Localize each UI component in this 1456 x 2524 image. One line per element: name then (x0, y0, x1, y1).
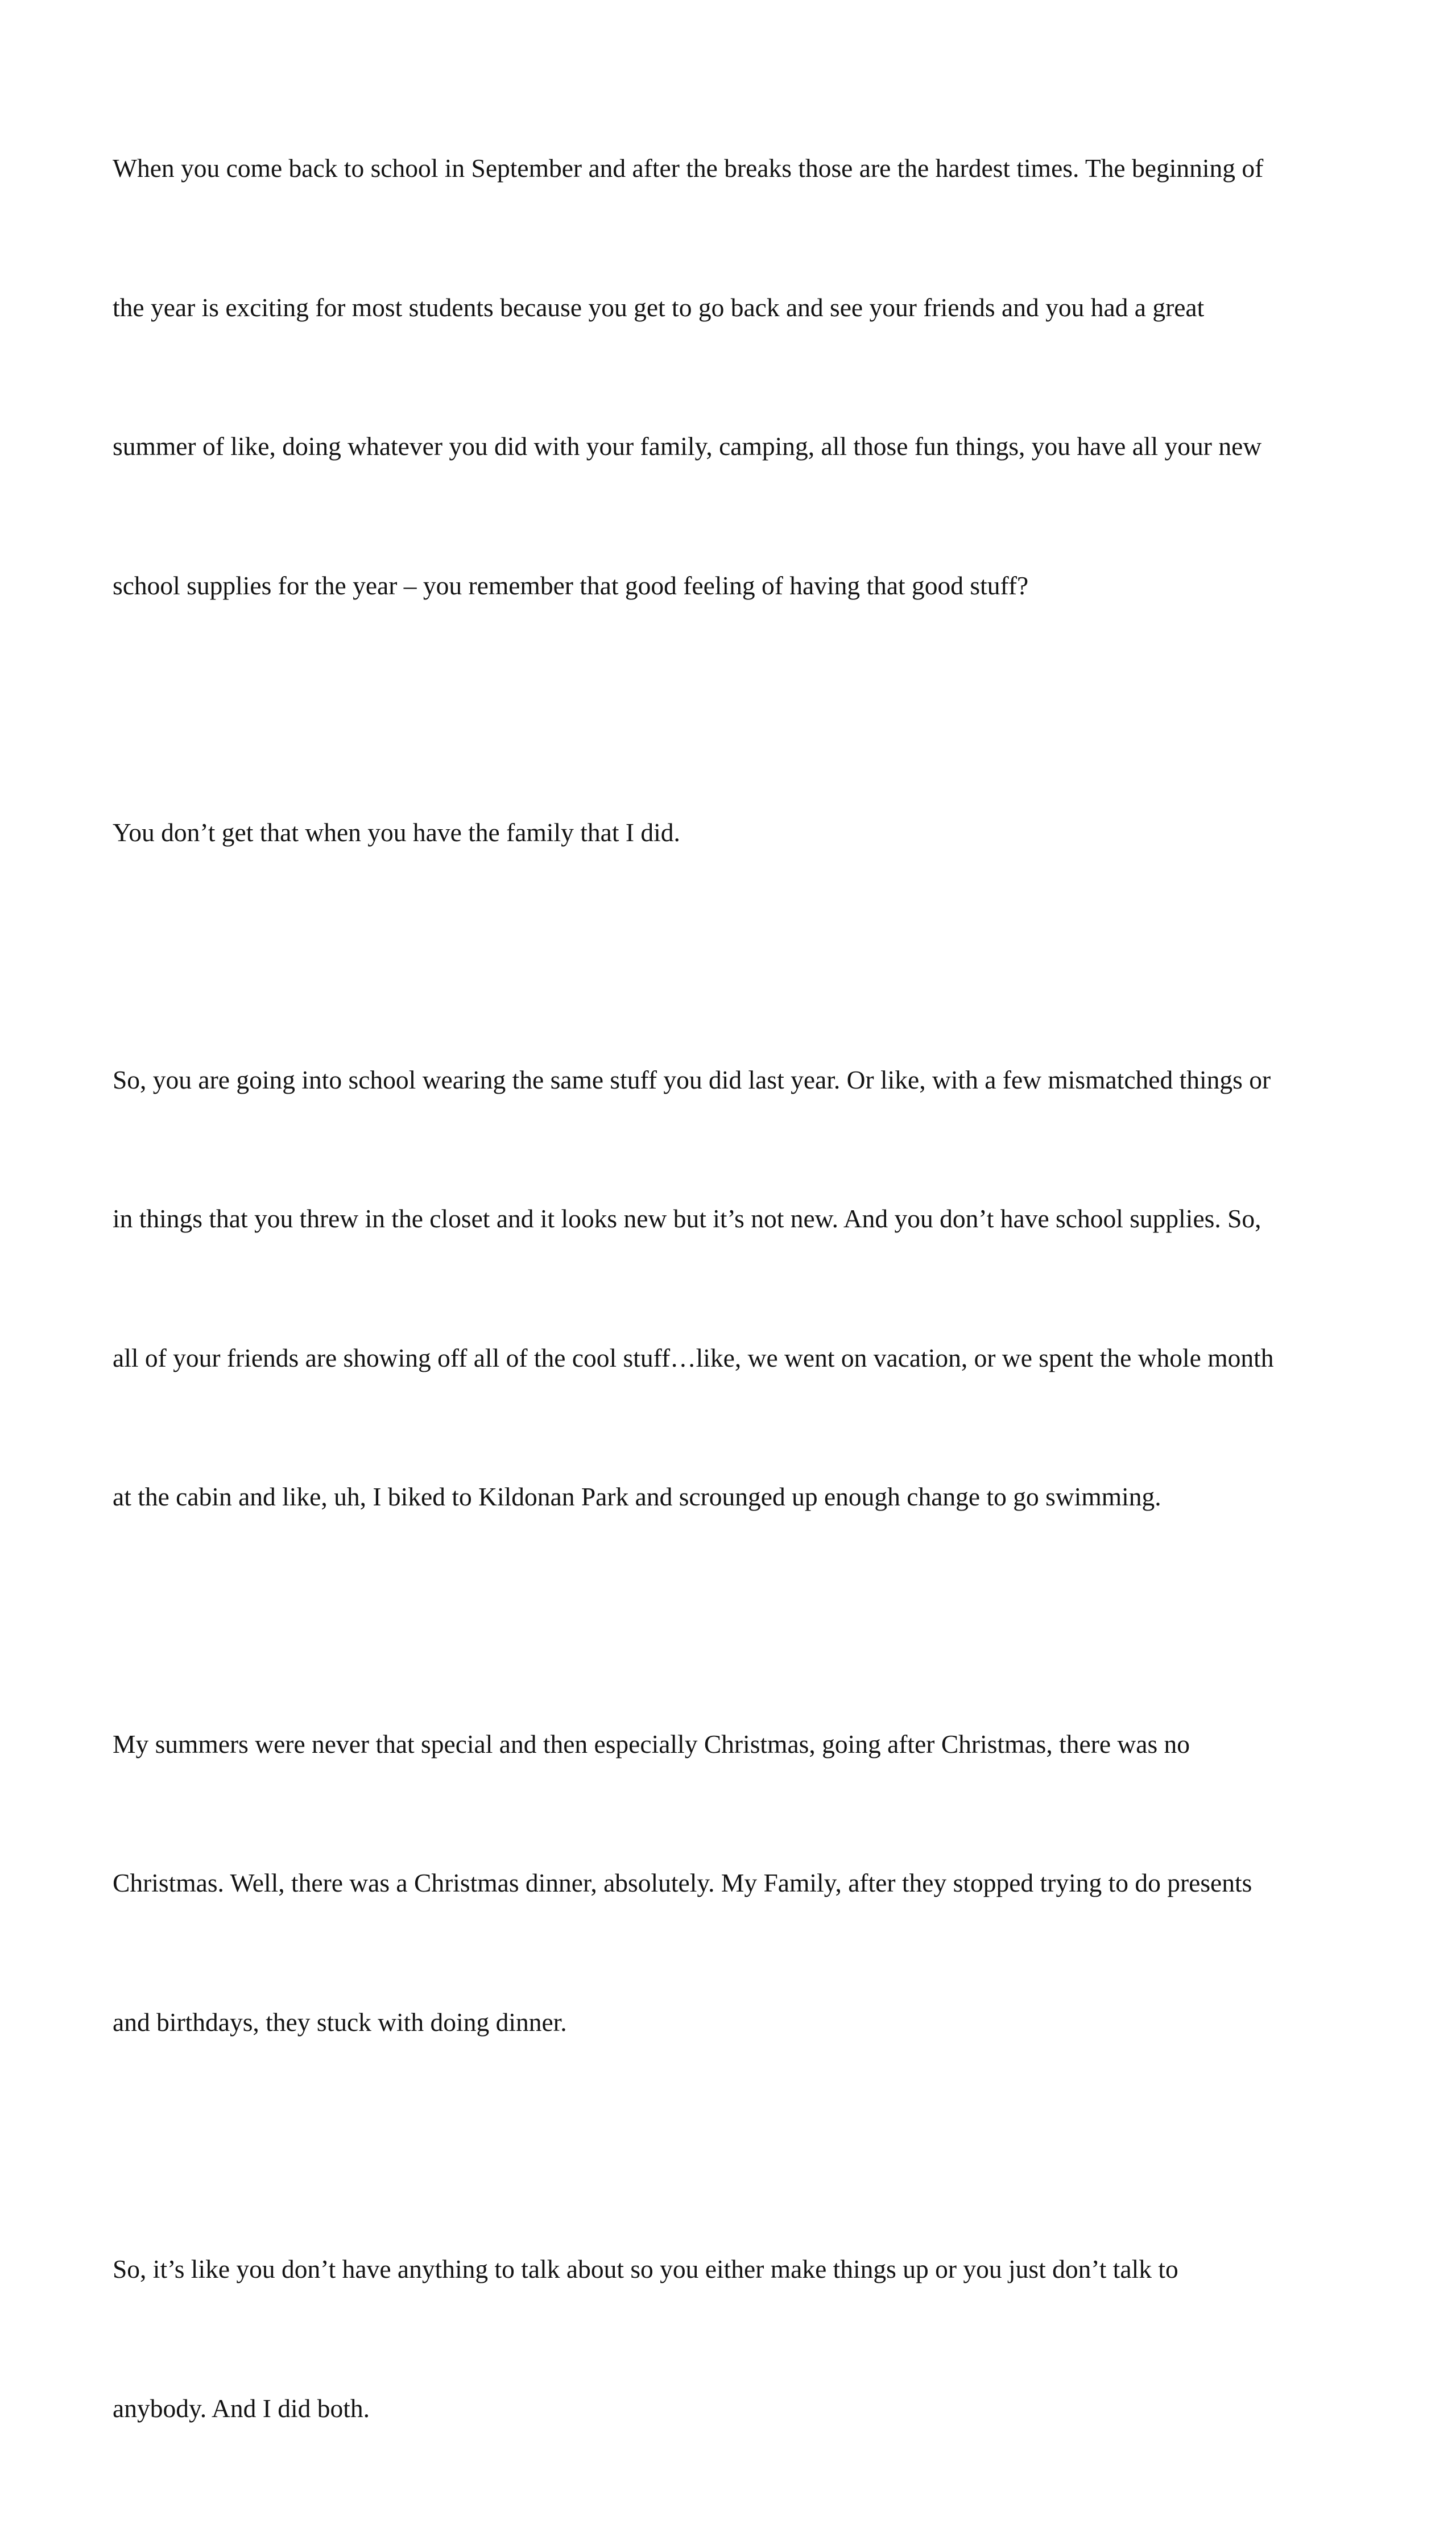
paragraph-line: My summers were never that special and then especially Christmas, going after Christmas, there was no (113, 1729, 1190, 1758)
document-body (113, 52, 1375, 2524)
paragraph-5 (113, 2153, 1375, 2524)
paragraph-line: You don’t get that when you have the family that I did. (113, 818, 680, 847)
paragraph-line: Christmas. Well, there was a Christmas dinner, absolutely. My Family, after they stopped trying to do presents (113, 1868, 1252, 1897)
paragraph-4 (113, 1628, 1375, 2138)
paragraph-line: in things that you threw in the closet and it looks new but it’s not new. And you don’t have school supplies. So, (113, 1204, 1261, 1233)
paragraph-2 (113, 717, 1375, 949)
paragraph-line: school supplies for the year – you remember that good feeling of having that good stuff? (113, 570, 1029, 600)
paragraph-line: the year is exciting for most students because you get to go back and see your friends and you had a great (113, 292, 1205, 322)
paragraph-line: and birthdays, they stuck with doing dinner. (113, 2007, 567, 2037)
paragraph-line: So, it’s like you don’t have anything to talk about so you either make things up or you just don’t talk to (113, 2254, 1178, 2283)
paragraph-3 (113, 964, 1375, 1613)
paragraph-line: When you come back to school in September and after the breaks those are the hardest times. The beginning of (113, 154, 1264, 183)
paragraph-line: So, you are going into school wearing the same stuff you did last year. Or like, with a few mismatched things or (113, 1065, 1271, 1094)
paragraph-line: anybody. And I did both. (113, 2393, 370, 2423)
paragraph-line: summer of like, doing whatever you did with your family, camping, all those fun things, you have all your new (113, 432, 1262, 461)
paragraph-line: at the cabin and like, uh, I biked to Kildonan Park and scrounged up enough change to go swimming. (113, 1482, 1161, 1511)
paragraph-line: all of your friends are showing off all of the cool stuff…like, we went on vacation, or we spent the whole month (113, 1343, 1274, 1372)
paragraph-1 (113, 52, 1375, 701)
